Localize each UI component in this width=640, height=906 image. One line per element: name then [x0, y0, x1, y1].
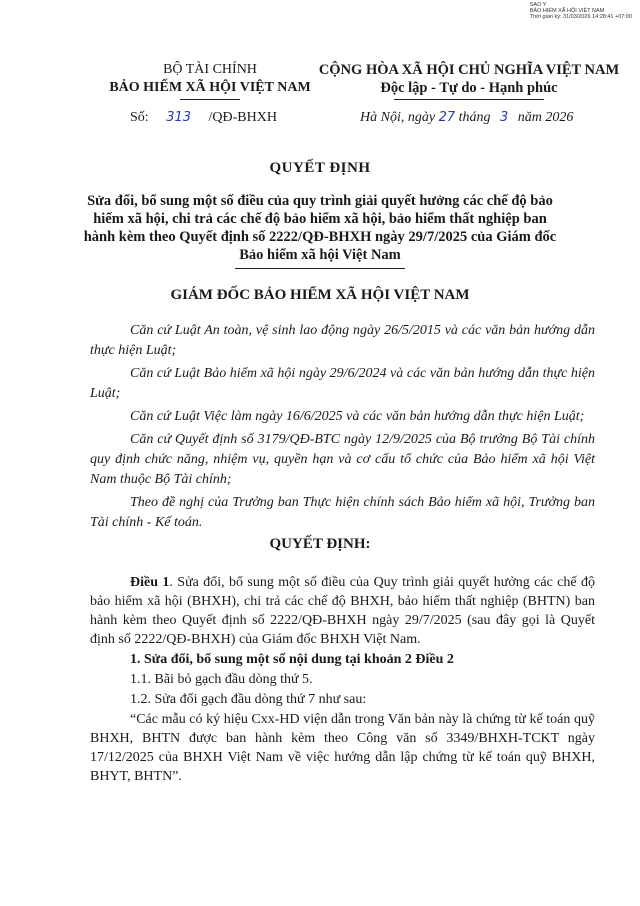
article-1-text: . Sửa đổi, bổ sung một số điều của Quy trình giải quyết hưởng các chế độ bảo hiểm xã hội (BHXH), chi trả các chế độ BHXH, bảo hiểm thất nghiệp (BHTN) ban hành kèm theo Quyết định số 2222/QĐ-BHXH ngày 29/7/2025 (sau đây gọi là Quyết định số 2222/QĐ-BHXH) của Giám đốc BHXH Việt Nam.	[90, 575, 595, 647]
stamp-line: SAO Y	[529, 2, 547, 8]
item-1-1: 1.1. Bãi bỏ gạch đầu dòng thứ 5.	[130, 672, 313, 687]
subject-underline	[235, 268, 405, 269]
document-title: QUYẾT ĐỊNH	[269, 160, 371, 176]
stamp-line: BẢO HIỂM XÃ HỘI VIỆT NAM	[529, 8, 605, 14]
subject-text: Sửa đổi, bổ sung một số điều của quy trình giải quyết hưởng các chế độ bảo hiểm xã hội, chi trả các chế độ bảo hiểm xã hội, bảo hiểm thất nghiệp ban hành kèm theo Quyết định số 2222/QĐ-BHXH ngày 29/7/2025 của Giám đốc Bảo hiểm xã hội Việt Nam	[83, 193, 557, 263]
section-1-heading: 1. Sửa đổi, bổ sung một số nội dung tại khoản 2 Điều 2	[130, 652, 454, 667]
motto-underline	[394, 99, 544, 100]
article-1	[90, 573, 595, 649]
date-year: năm 2026	[517, 110, 574, 125]
legal-basis: Căn cứ Luật Việc làm ngày 16/6/2025 và các văn bản hướng dẫn thực hiện Luật;	[130, 409, 585, 424]
document-number	[130, 110, 277, 126]
legal-basis: Căn cứ Luật Bảo hiểm xã hội ngày 29/6/2024 và các văn bản hướng dẫn thực hiện Luật;	[90, 366, 595, 401]
ministry-name: BỘ TÀI CHÍNH	[163, 62, 257, 77]
director-heading: GIÁM ĐỐC BẢO HIỂM XÃ HỘI VIỆT NAM	[170, 287, 470, 303]
agency-underline	[180, 99, 240, 100]
item-1-2: 1.2. Sửa đổi gạch đầu dòng thứ 7 như sau:	[130, 692, 367, 707]
agency-name: BẢO HIỂM XÃ HỘI VIỆT NAM	[109, 80, 311, 95]
issuing-agency	[90, 61, 330, 100]
date-place: Hà Nội, ngày	[360, 110, 436, 125]
document-subject	[80, 192, 560, 269]
legal-basis: Theo đề nghị của Trưởng ban Thực hiện chính sách Bảo hiểm xã hội, Trưởng ban Tài chính - Kế toán.	[90, 495, 595, 530]
issue-date	[360, 110, 573, 126]
date-month: 3	[500, 110, 509, 125]
legal-basis: Căn cứ Luật An toàn, vệ sinh lao động ngày 26/5/2015 và các văn bản hướng dẫn thực hiện Luật;	[90, 323, 595, 358]
article-1-label: Điều 1	[130, 575, 170, 590]
legal-basis: Căn cứ Quyết định số 3179/QĐ-BTC ngày 12/9/2025 của Bộ trưởng Bộ Tài chính quy định chức năng, nhiệm vụ, quyền hạn và cơ cấu tổ chức của Bảo hiểm xã hội Việt Nam thuộc Bộ Tài chính;	[90, 432, 595, 487]
legal-bases	[90, 321, 595, 536]
digital-signature-stamp	[530, 2, 632, 20]
date-month-label: tháng	[458, 110, 491, 125]
decision-body	[90, 573, 595, 787]
country-name: CỘNG HÒA XÃ HỘI CHỦ NGHĨA VIỆT NAM	[318, 62, 620, 78]
decision-heading: QUYẾT ĐỊNH:	[269, 536, 371, 552]
docno-number: 313	[166, 110, 192, 125]
docno-prefix: Số:	[130, 110, 149, 125]
docno-suffix: /QĐ-BHXH	[208, 110, 277, 125]
stamp-line: Thời gian ký: 31/03/2026 14:28:41 +07:00	[529, 14, 632, 20]
date-day: 27	[438, 110, 456, 125]
quoted-text: “Các mẫu có ký hiệu Cxx-HD viện dẫn trong Văn bản này là chứng từ kế toán quỹ BHXH, BHTN được ban hành kèm theo Công văn số 3349/BHXH-TCKT ngày 17/12/2025 của BHXH Việt Nam về việc hướng dẫn lập chứng từ kế toán quỹ BHXH, BHYT, BHTN”.	[90, 712, 595, 784]
national-heading	[318, 61, 620, 100]
national-motto: Độc lập - Tự do - Hạnh phúc	[380, 80, 558, 96]
